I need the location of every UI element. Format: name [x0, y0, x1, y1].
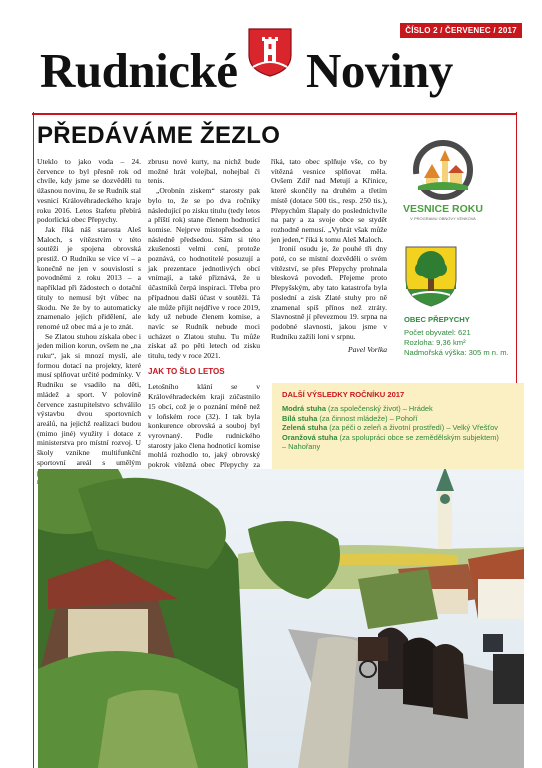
- paragraph: Se Zlatou stuhou získala obec i jeden milion korun, ovšem ne „na ruku“, jak si mnozí myslí, ale formou dotací na projekty, které musí splňovat určité podmínky. V Rudníku se vsadilo na děti, mládež a sport. V polovině července zastupitelstvo schválilo výstavbu dvou sportovních areálů, na jejichž realizaci budou (mimo jiné) využity i dotace z ministerstva pro místní rozvoj. U školy vznikne multifunkční sportovní areál s umělým: [37, 331, 141, 467]
- vesnice-roku-logo: [402, 138, 484, 226]
- paragraph: „Orobnín ziskem“ starosty pak bylo to, že se po dva ročníky následující po zisku titulu (tedy letos a příští rok) stane členem hodnotící komise. Nejprve místopředsedou a následně předsedou. Sám si této zkušenosti velmi cení, protože poznává, co hodnotitelé posuzují a jak prezentace jednotlivých obcí vnímají, a také přiznává, že u účastníků čerpá inspiraci. Třeba pro případnou další účast v soutěži. Tá ale může přijít nejdříve v roce 2019, kdy už nebude členem komise, a navíc se Rudník nebude moci ucházet o Zlatou stuhu. Tu může získat až po pěti letech od zisku titulu, tedy v roce 2021.: [148, 186, 260, 361]
- result-item: Zelená stuha (za péči o zeleň a životní prostředí) – Velký Vřešťov: [282, 423, 498, 433]
- village-stat: Rozloha: 9,36 km²: [404, 338, 466, 347]
- result-item: Modrá stuha (za společenský život) – Hrádek: [282, 404, 433, 414]
- logo-name: VESNICE ROKU: [403, 203, 483, 215]
- masthead-title-right: Noviny: [306, 43, 453, 98]
- results-box: [272, 383, 524, 469]
- village-stat: Počet obyvatel: 621: [404, 328, 471, 337]
- logo-tagline: V PROGRAMU OBNOVY VENKOVA: [410, 216, 476, 221]
- paragraph: říká, tato obec splňuje vše, co by vítězná vesnice splňovat měla. Ovšem Zdíř nad Metují a Křinice, které skončily na druhém a třetím místě (dotace 500 tis., resp. 250 tis.), Přepychům šlapaly do posledníchvíle na paty a za svoje obce se stydět rozhodně nemusí. „Vyhrát však může jen jeden,“ říká k tomu Aleš Maloch.: [271, 157, 387, 244]
- article-column-2: [148, 157, 260, 480]
- village-name: OBEC PŘEPYCHY: [404, 315, 470, 324]
- article-headline: PŘEDÁVÁME ŽEZLO: [37, 122, 281, 149]
- article-column-3: [271, 157, 387, 355]
- village-photo: [38, 469, 524, 768]
- author-signature: Pavel Vorlka: [347, 345, 387, 355]
- masthead-title-left: Rudnické: [40, 43, 238, 98]
- results-title: DALŠÍ VÝSLEDKY ROČNÍKU 2017: [282, 390, 405, 399]
- result-item: Bílá stuha (za činnost mládeže) – Pohoří: [282, 413, 418, 423]
- village-info: [404, 315, 524, 358]
- result-item: Oranžová stuha (za spolupráci obce se zemědělským subjektem): [282, 432, 499, 442]
- paragraph: Letošního klání se v Královéhradeckém kraji zúčastnilo 15 obcí, což je o poznání méně než v loňském roce (32). I tak byla konkurence obrovská a souboj byl vyrovnaný. Podle rudnického starosty jako člena hodnotící komise mohlá rozhodlo to, jaký obrovský pokrok vítězná obec Přepychy za: [148, 382, 260, 470]
- municipal-coat-of-arms-icon: [247, 27, 293, 77]
- paragraph: Uteklo to jako voda – 24. července to byl přesně rok od chvíle, kdy jsme se dozvěděli tu úžasnou novinu, že se Rudník stal vesnicí Královéhradeckého kraje roku 2016. Letos štafetu přebírá podorlická obec Přepychy.: [37, 157, 141, 225]
- paragraph: Jak říká náš starosta Aleš Maloch, s vítězstvím v této soutěži je spojena obrovská prestiž. O Rudníku se více ví – a konečně ne jen v souvislosti s povodněmi z roku 2013 – a například při žádostech o dotační tituly to nemusí být vůbec na škodu. Ne že by to automaticky znamenalo jejich přidělení, ale renomé už obec má a je to znát.: [37, 224, 141, 331]
- article-subheading: JAK TO ŠLO LETOS: [148, 366, 225, 376]
- issue-label: ČÍSLO 2 / ČERVENEC / 2017: [400, 23, 522, 38]
- village-stat: Nadmořská výška: 305 m n. m.: [404, 348, 509, 357]
- paragraph: Ironií osudu je, že pouhé tři dny poté, co se místní dozvěděli o svém vítězství, se přes Přepychy prohnala blesková povodeň. Přejeme proto Přepyšským, aby tato katastrofa byla poslední a zisk Zlaté stuhy pro ně znamenal spíš přínos než ztráty. Slavnostně jí převezmou 19. srpna na podobné slavnosti, jakou jsme v Rudníku zažili loni v srpnu.: [271, 244, 387, 341]
- article-column-1: [37, 157, 141, 487]
- prepychy-coat-of-arms-icon: [404, 245, 458, 307]
- header-rule: [32, 113, 517, 115]
- result-item: – Nahořany: [282, 442, 321, 452]
- margin-rule-left: [33, 112, 34, 768]
- paragraph: zbrusu nové kurty, na nichž bude možné hrát volejbal, nohejbal či tenis.: [148, 157, 260, 186]
